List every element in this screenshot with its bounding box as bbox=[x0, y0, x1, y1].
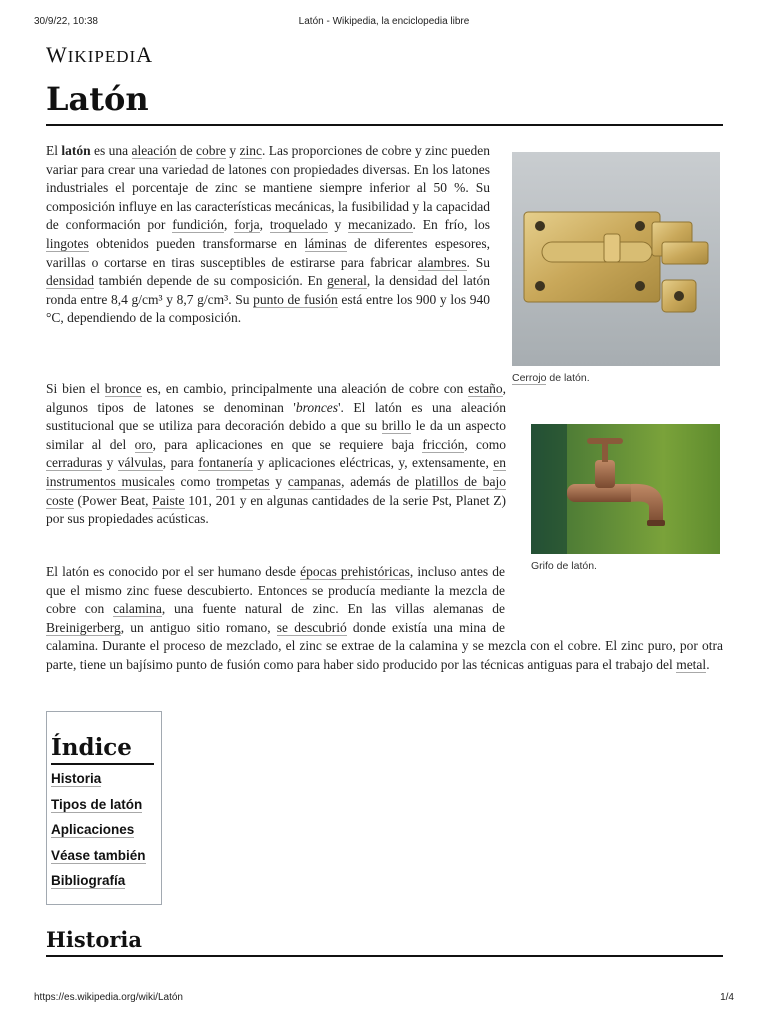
print-datetime: 30/9/22, 10:38 bbox=[34, 16, 98, 27]
table-of-contents bbox=[46, 711, 162, 905]
link-densidad[interactable]: densidad bbox=[46, 273, 94, 289]
link-zinc[interactable]: zinc bbox=[239, 143, 263, 158]
print-page-title: Latón - Wikipedia, la enciclopedia libre bbox=[298, 16, 470, 27]
figure-grifo-caption: Grifo de latón. bbox=[531, 560, 597, 572]
link-campanas[interactable]: campanas bbox=[287, 473, 342, 489]
link-estano[interactable]: estaño bbox=[468, 381, 503, 396]
link-forja[interactable]: forja bbox=[234, 217, 260, 233]
link-trompetas[interactable]: trompetas bbox=[216, 473, 270, 489]
figure-cerrojo-caption: Cerrojo de latón. bbox=[512, 372, 590, 384]
link-general[interactable]: general bbox=[327, 273, 367, 289]
print-header bbox=[0, 16, 768, 32]
link-fontaneria[interactable]: fontanería bbox=[198, 455, 253, 471]
figure-cerrojo bbox=[512, 152, 720, 384]
link-troquelado[interactable]: troquelado bbox=[269, 217, 328, 233]
link-cerraduras[interactable]: cerraduras bbox=[46, 455, 103, 471]
grifo-image[interactable] bbox=[531, 424, 720, 554]
link-cobre[interactable]: cobre bbox=[196, 143, 227, 158]
toc-item-aplicaciones[interactable]: Aplicaciones bbox=[51, 822, 135, 837]
toc-item-historia[interactable]: Historia bbox=[51, 771, 102, 786]
print-url: https://es.wikipedia.org/wiki/Latón bbox=[34, 992, 183, 1003]
link-lingotes[interactable]: lingotes bbox=[46, 235, 89, 251]
bronce-paragraph: Si bien el bronce es, en cambio, principalmente una aleación de cobre con estaño, algunos tipos de latones se denominan 'bronces'. El latón es una aleación sustitucional que se utiliza para decoración debido a que su brillo le da un aspecto similar al del oro, para aplicaciones en que se requiere baja fricción, como cerraduras y válvulas, para fontanería y aplicaciones eléctricas, y, extensamente, en instrumentos musicales como trompetas y campanas, además de platillos de bajo coste (Power Beat, Paiste 101, 201 y en algunas cantidades de la serie Pst, Planet Z) por sus propiedades acústicas. bbox=[46, 381, 507, 527]
toc-item-bibliografia[interactable]: Bibliografía bbox=[51, 873, 126, 888]
figure-grifo bbox=[531, 424, 720, 572]
link-se-descubrio[interactable]: se descubrió bbox=[276, 619, 347, 635]
section-heading-historia: Historia bbox=[46, 927, 142, 952]
link-fundicion[interactable]: fundición bbox=[172, 217, 224, 233]
link-laminas[interactable]: láminas bbox=[304, 235, 347, 251]
link-aleacion[interactable]: aleación bbox=[131, 143, 177, 158]
link-punto-de-fusion[interactable]: punto de fusión bbox=[253, 291, 338, 307]
cerrojo-image[interactable] bbox=[512, 152, 720, 366]
bold-term: latón bbox=[61, 143, 91, 158]
italic-bronces: bronces bbox=[295, 399, 339, 415]
link-oro[interactable]: oro bbox=[134, 436, 153, 452]
toc-heading: Índice bbox=[51, 734, 154, 765]
link-epocas-prehistoricas[interactable]: épocas prehistóricas bbox=[300, 564, 410, 579]
link-valvulas[interactable]: válvulas bbox=[117, 455, 163, 471]
toc-item-tipos-de-laton[interactable]: Tipos de latón bbox=[51, 796, 143, 812]
link-calamina[interactable]: calamina bbox=[113, 601, 162, 617]
print-page-number: 1/4 bbox=[720, 992, 734, 1003]
link-platillos[interactable]: platillos de bajo coste bbox=[46, 473, 507, 508]
link-mecanizado[interactable]: mecanizado bbox=[348, 217, 413, 233]
figure-wrap-spacer bbox=[505, 563, 723, 619]
intro-paragraph: El latón es una aleación de cobre y zinc. Las proporciones de cobre y zinc pueden variar para crear una variedad de latones con propiedades diversas. En los latones industriales el porcentaje de zinc se mantiene siempre inferior al 50 %. Su composición influye en las características mecánicas, la fusibilidad y la capacidad de conformación por fundición, forja, troquelado y mecanizado. En frío, los lingotes obtenidos pueden transformarse en láminas de diferentes espesores, varillas o cortarse en tiras susceptibles de estirarse para fabricar alambres. Su densidad también depende de su composición. En general, la densidad del latón ronda entre 8,4 g/cm³ y 8,7 g/cm³. Su punto de fusión está entre los 900 y los 940 °C, dependiendo de la composición. bbox=[46, 143, 491, 326]
page-title: Latón bbox=[46, 80, 149, 118]
link-alambres[interactable]: alambres bbox=[417, 254, 467, 270]
link-brillo[interactable]: brillo bbox=[381, 418, 411, 434]
wordmark-first: W bbox=[46, 42, 68, 67]
link-cerrojo[interactable]: Cerrojo bbox=[512, 372, 547, 384]
link-breinigerberg[interactable]: Breinigerberg bbox=[46, 619, 121, 635]
link-paiste[interactable]: Paiste bbox=[152, 492, 185, 508]
link-instrumentos-musicales[interactable]: en instrumentos musicales bbox=[46, 455, 506, 489]
wordmark-last: A bbox=[136, 42, 154, 67]
print-footer bbox=[0, 992, 768, 1006]
wordmark-middle: IKIPEDI bbox=[67, 47, 137, 66]
link-bronce[interactable]: bronce bbox=[104, 381, 142, 396]
title-divider bbox=[46, 124, 723, 126]
link-friccion[interactable]: fricción bbox=[422, 436, 465, 452]
link-metal[interactable]: metal bbox=[676, 656, 707, 672]
wikipedia-logo[interactable] bbox=[46, 42, 153, 68]
toc-item-vease-tambien[interactable]: Véase también bbox=[51, 847, 146, 863]
section-divider bbox=[46, 955, 723, 957]
history-intro-paragraph: El latón es conocido por el ser humano desde épocas prehistóricas, incluso antes de que el mismo zinc fuese descubierto. Entonces se producía mediante la mezcla de cobre con calamina, una fuente natural de zinc. En las villas alemanas de Breinigerberg, un antiguo sitio romano, se descubrió donde existía una mina de calamina. Durante el proceso de mezclado, el zinc se extrae de la calamina y se mezcla con el cobre. El zinc puro, por otra parte, tiene un bajísimo punto de fusión como para haber sido producido por las técnicas antiguas para el trabajo del metal. bbox=[46, 564, 723, 672]
